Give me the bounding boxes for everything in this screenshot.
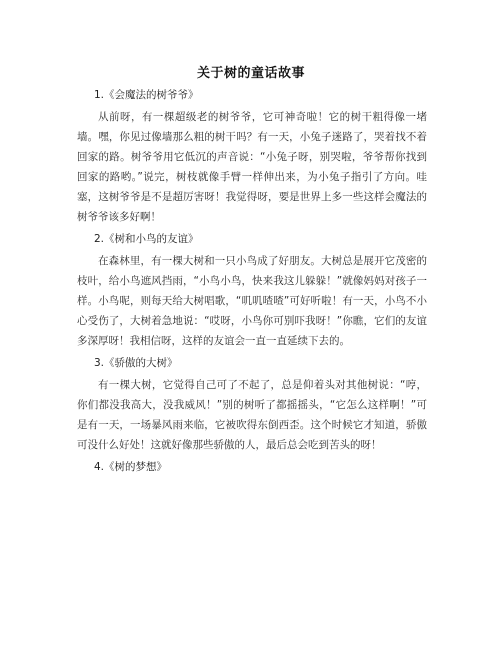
document-body [77, 86, 427, 479]
story-section-4 [77, 458, 427, 476]
story-paragraph: 在森林里，有一棵大树和一只小鸟成了好朋友。大树总是展开它茂密的枝叶，给小鸟遮风挡雨，“小鸟小鸟，快来我这儿躲躲！”就像妈妈对孩子一样。小鸟呢，则每天给大树唱歌，“叽叽喳喳”可好听啦！有一天，小鸟不小心受伤了，大树着急地说：“哎呀，小鸟你可别吓我呀！”你瞧，它们的友谊多深厚呀！我相信呀，这样的友谊会一直一直延续下去的。 [77, 255, 427, 347]
page-title: 关于树的童话故事 [196, 66, 305, 81]
story-heading: 4.《树的梦想》 [94, 461, 168, 473]
story-paragraph: 有一棵大树，它觉得自己可了不起了，总是仰着头对其他树说：“哼，你们都没我高大，没我威风！”别的树听了都摇摇头，“它怎么这样啊！”可是有一天，一场暴风雨来临，它被吹得东倒西歪。这个时候它才知道，骄傲可没什么好处！这就好像那些骄傲的人，最后总会吃到苦头的呀！ [77, 379, 427, 451]
story-section-2 [77, 230, 427, 351]
story-heading: 1.《会魔法的树爷爷》 [94, 89, 199, 101]
story-heading: 3.《骄傲的大树》 [94, 357, 178, 369]
story-heading: 2.《树和小鸟的友谊》 [94, 233, 199, 245]
story-section-1 [77, 86, 427, 227]
story-paragraph: 从前呀，有一棵超级老的树爷爷，它可神奇啦！它的树干粗得像一堵墙。嘿，你见过像墙那么粗的树干吗？有一天，小兔子迷路了，哭着找不着回家的路。树爷爷用它低沉的声音说：“小兔子呀，别哭啦，爷爷帮你找到回家的路哟。”说完，树枝就像手臂一样伸出来，为小兔子指引了方向。哇塞，这树爷爷是不是超厉害呀！我觉得呀，要是世界上多一些这样会魔法的树爷爷该多好啊！ [77, 111, 427, 223]
story-section-3 [77, 354, 427, 455]
